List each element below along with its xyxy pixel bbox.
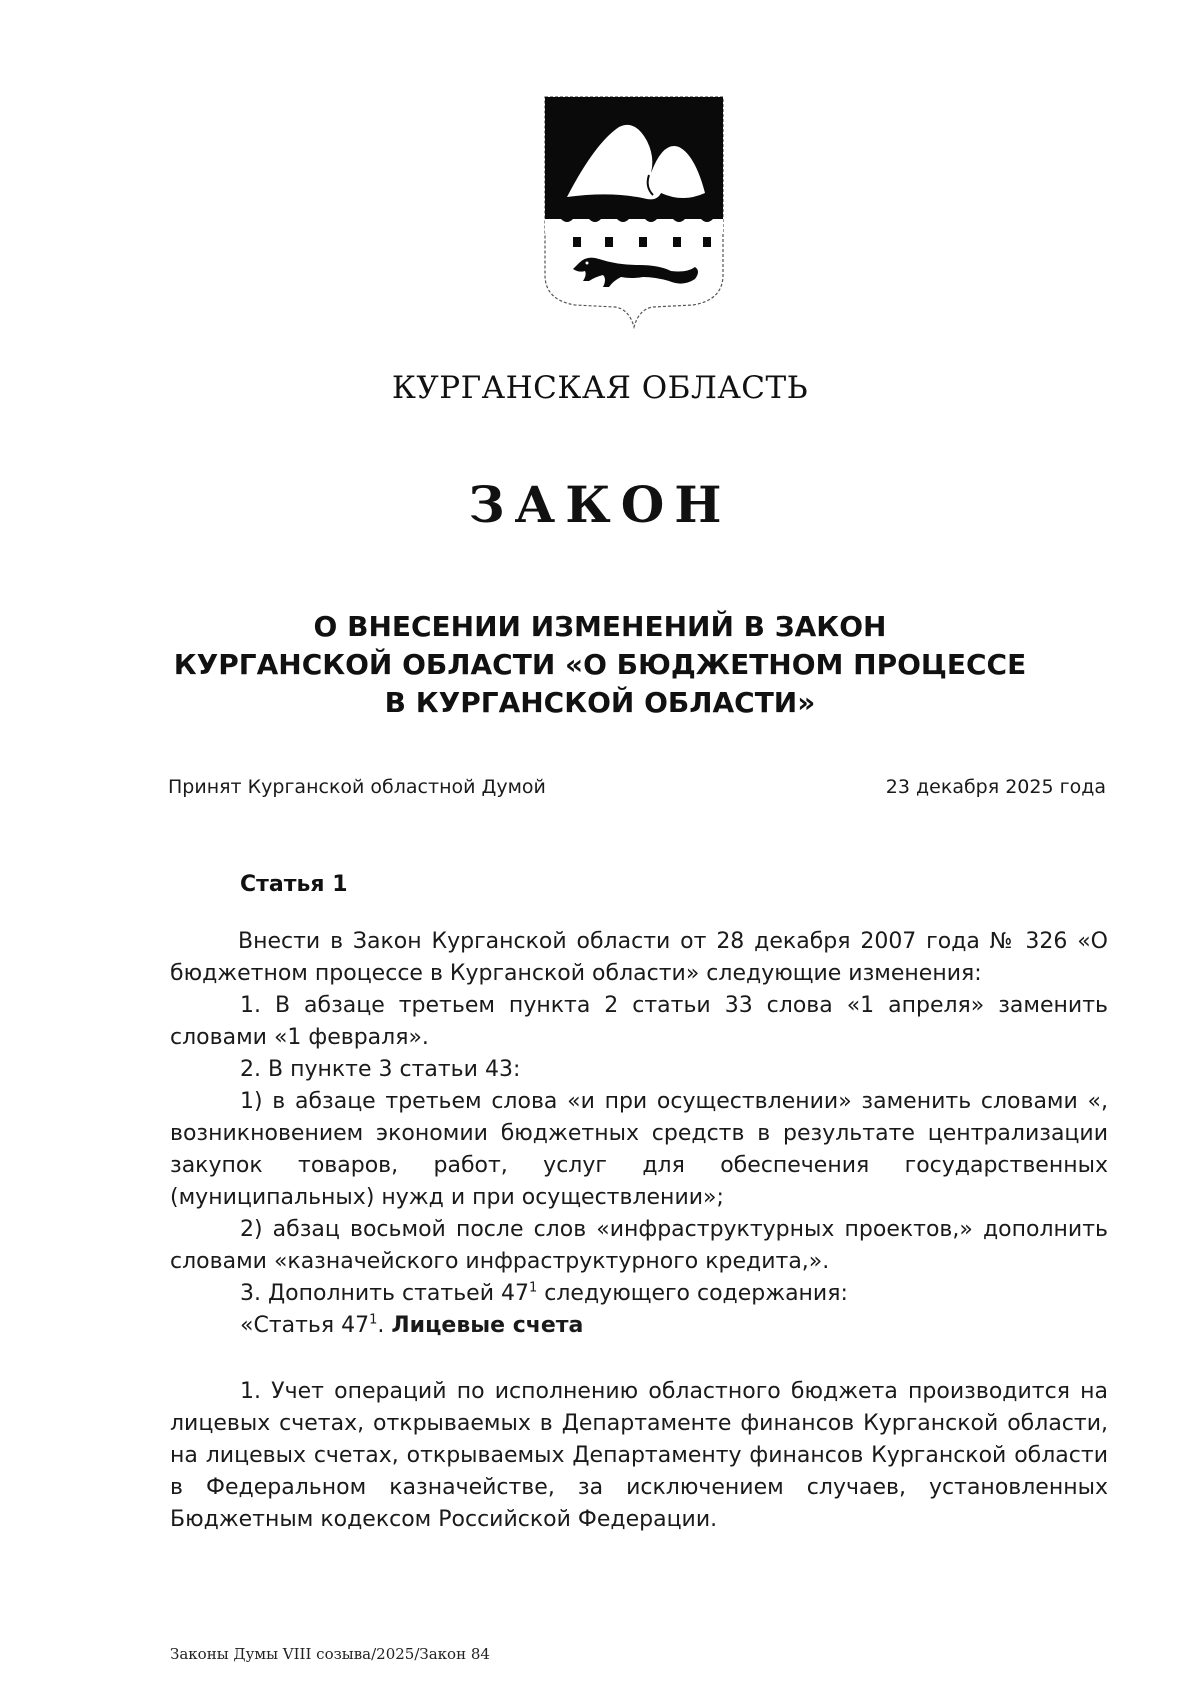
- region-name: КУРГАНСКАЯ ОБЛАСТЬ: [391, 370, 809, 406]
- text-fragment: следующего содержания:: [537, 1281, 848, 1306]
- adoption-line: [168, 776, 1106, 798]
- text-fragment: «Статья 47: [240, 1313, 370, 1338]
- document-type: ЗАКОН: [468, 475, 732, 534]
- adoption-date: 23 декабря 2025 года: [885, 776, 1106, 798]
- superscript: 1: [369, 1312, 378, 1328]
- text-fragment: 3. Дополнить статьей 47: [240, 1281, 529, 1306]
- law-title: [0, 608, 1200, 722]
- law-title-line: В КУРГАНСКОЙ ОБЛАСТИ»: [384, 686, 816, 719]
- paragraph: 1. Учет операций по исполнению областного бюджета производится на лицевых счетах, открываемых в Департаменте финансов Курганской области, на лицевых счетах, открываемых Департаменту финансов Курганской области в Федеральном казначействе, за исключением случаев, установленных Бюджетным кодексом Российской Федерации.: [170, 1379, 1108, 1532]
- new-article-title: Лицевые счета: [391, 1313, 584, 1338]
- article-heading: Статья 1: [240, 872, 348, 897]
- text-fragment: .: [377, 1313, 392, 1338]
- kurgan-oblast-coat-of-arms-icon: [543, 95, 725, 330]
- paragraph: Внести в Закон Курганской области от 28 декабря 2007 года № 326 «О бюджетном процессе в Курганской области» следующие изменения:: [170, 929, 1108, 986]
- adopted-by: Принят Курганской областной Думой: [168, 776, 546, 798]
- paragraph: [170, 1278, 1108, 1310]
- paragraph: 1) в абзаце третьем слова «и при осуществлении» заменить словами «, возникновением экономии бюджетных средств в результате централизации закупок товаров, работ, услуг для обеспечения государственных (муниципальных) нужд и при осуществлении»;: [170, 1089, 1108, 1210]
- paragraph: 1. В абзаце третьем пункта 2 статьи 33 слова «1 апреля» заменить словами «1 февраля».: [170, 993, 1108, 1050]
- superscript: 1: [529, 1280, 538, 1296]
- paragraph: 2) абзац восьмой после слов «инфраструктурных проектов,» дополнить словами «казначейского инфраструктурного кредита,».: [170, 1217, 1108, 1274]
- paragraph: [170, 1310, 1108, 1342]
- law-title-line: КУРГАНСКОЙ ОБЛАСТИ «О БЮДЖЕТНОМ ПРОЦЕССЕ: [173, 648, 1027, 681]
- document-footer: Законы Думы VIII созыва/2025/Закон 84: [170, 1645, 490, 1663]
- paragraph: 2. В пункте 3 статьи 43:: [240, 1057, 521, 1082]
- article-body: [170, 926, 1108, 1536]
- law-title-line: О ВНЕСЕНИИ ИЗМЕНЕНИЙ В ЗАКОН: [313, 610, 887, 643]
